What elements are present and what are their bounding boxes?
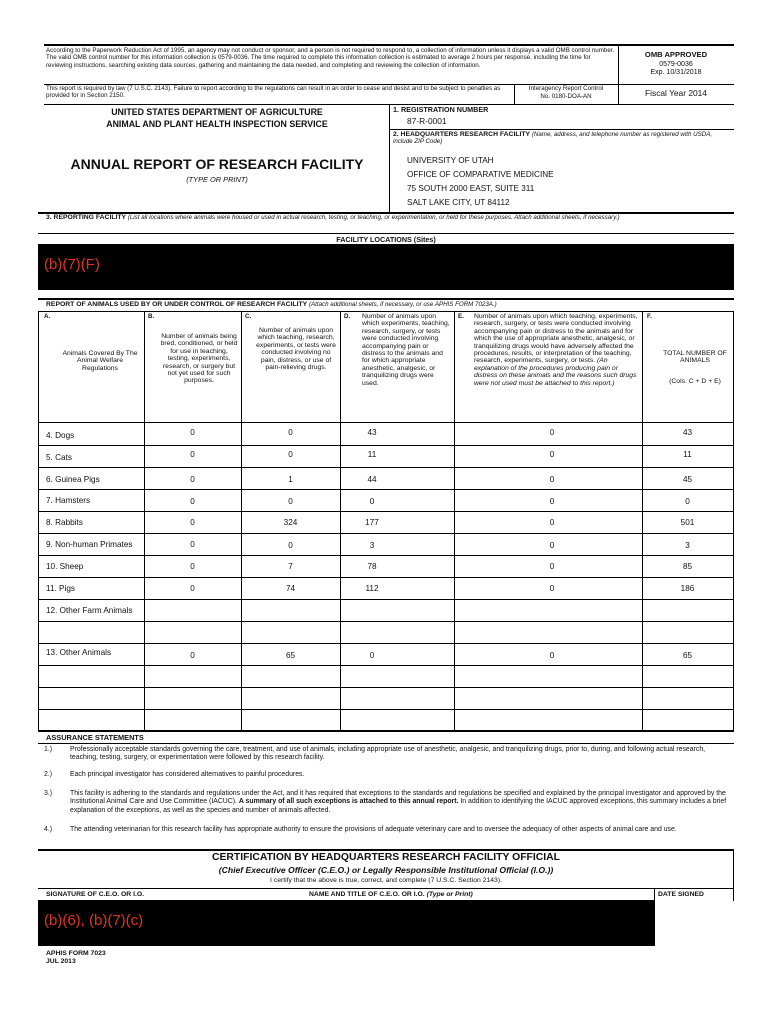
report-header-note: (Attach additional sheets, if necessary, or use APHIS FORM 7023A.) — [308, 301, 497, 308]
pigs-col-b: 0 — [190, 584, 195, 593]
report-header-text: REPORT OF ANIMALS USED BY OR UNDER CONTROL OF RESEARCH FACILITY — [46, 301, 308, 308]
cats-col-c: 0 — [288, 450, 293, 459]
name-title-label — [309, 891, 473, 898]
cats-col-f: 11 — [683, 450, 692, 459]
assurance-2-num: 2.) — [44, 771, 53, 778]
rabbits-col-d: 177 — [365, 518, 379, 527]
date-signed-label: DATE SIGNED — [658, 891, 704, 898]
assurance-3-text-b: In addition to identifying the IACUC approved exceptions, this summary includes a brief explanation of the exceptions, as well as the species and number of animals affected. — [70, 798, 727, 814]
guinea-pigs-col-e: 0 — [549, 475, 555, 484]
reporting-facility-label-text: 3. REPORTING FACILITY — [46, 214, 127, 221]
headquarters-label-note: (Name, address, and telephone number as registered with USDA, include ZIP Code) — [393, 131, 713, 146]
primates-col-c: 0 — [288, 541, 293, 550]
pigs-col-c: 74 — [285, 584, 296, 593]
headquarters-label-text: 2. HEADQUARTERS RESEARCH FACILITY — [393, 131, 531, 138]
dogs-col-e: 0 — [549, 428, 555, 437]
primates-col-d: 3 — [369, 541, 375, 550]
col-b-letter: B. — [148, 313, 155, 320]
assurance-1-text: Professionally acceptable standards governing the care, treatment, and use of animals, including appropriate use of anesthetic, analgesic, and tranquilizing drugs, prior to, during, and following actual research, teaching, testing, surgery, or experimentation were followed by this research facility. — [70, 746, 706, 762]
omb-expiration: Exp. 10/31/2018 — [650, 69, 702, 76]
dogs-col-c: 0 — [288, 428, 293, 437]
assurance-4-num: 4.) — [44, 826, 53, 833]
omb-approved: OMB APPROVED — [644, 50, 708, 59]
col-e-header-note: (An explanation of the procedures producing pain or distress on these animals and the reasons such drugs were not used must be attached to this report.) — [474, 357, 637, 387]
pigs-col-e: 0 — [549, 584, 555, 593]
assurance-4-text: The attending veterinarian for this research facility has appropriate authority to ensure the provisions of adequate veterinary care and to oversee the adequacy of other aspects of animal care and use. — [70, 826, 677, 833]
other-animals-col-d: 0 — [369, 651, 375, 660]
assurance-title: ASSURANCE STATEMENTS — [46, 733, 144, 742]
assurance-3-text-bold: A summary of all such exceptions is attached to this annual report. — [238, 798, 459, 806]
name-title-label-note: (Type or Print) — [426, 891, 473, 898]
col-c-header: Number of animals upon which teaching, research, experiments, or tests were conducted involving no pain, distress, or use of pain-relieving drugs. — [256, 327, 336, 372]
reporting-facility-note: (List all locations where animals were housed or used in actual research, testing, or teaching, or experimentation, or held for these purposes. Attach additional sheets, if necessary.) — [127, 214, 620, 221]
guinea-pigs-col-d: 44 — [367, 475, 377, 484]
col-a-letter: A. — [44, 313, 51, 320]
col-b-header: Number of animals being bred, conditioned, or held for use in teaching, testing, experiments, research, or surgery but not yet used for such purposes. — [160, 333, 238, 385]
sheep-col-c: 7 — [288, 562, 293, 571]
certification-title: CERTIFICATION BY HEADQUARTERS RESEARCH FACILITY OFFICIAL — [211, 852, 561, 863]
certification-subtitle: (Chief Executive Officer (C.E.O.) or Legally Responsible Institutional Official (I.O.)) — [218, 865, 554, 875]
primates-col-b: 0 — [190, 540, 195, 549]
row-label-cats: 5. Cats — [46, 453, 72, 462]
redaction-facility-locations — [38, 244, 734, 290]
interagency-label: Interagency Report Control — [528, 85, 604, 92]
footer-form-date: JUL 2013 — [46, 958, 76, 965]
primates-col-f: 3 — [685, 541, 690, 550]
assurance-3-num: 3.) — [44, 790, 53, 797]
footer-form-number: APHIS FORM 7023 — [46, 950, 106, 957]
other-animals-col-b: 0 — [190, 651, 195, 660]
col-d-header: Number of animals upon which experiments, teaching, research, surgery, or tests were conducted involving accompanying pain or distress to the animals and for which appropriate anesthetic, analgesic, or tranquilizing drugs were used. — [362, 313, 450, 387]
rabbits-col-f: 501 — [680, 518, 695, 527]
guinea-pigs-col-b: 0 — [190, 475, 195, 484]
guinea-pigs-col-f: 45 — [682, 475, 693, 484]
registration-number: 87-R-0001 — [407, 116, 447, 126]
certification-statement: I certify that the above is true, correct, and complete (7 U.S.C. Section 2143). — [270, 877, 502, 884]
dogs-col-f: 43 — [682, 428, 693, 437]
row-label-dogs: 4. Dogs — [46, 431, 75, 440]
other-animals-col-f: 65 — [682, 651, 693, 660]
pigs-col-d: 112 — [365, 584, 379, 593]
law-notice: This report is required by law (7 U.S.C. 2143). Failure to report according to the regulations can result in an order to cease and desist and to be subject to penalties as provided for in Section 2150. — [46, 85, 501, 100]
hq-line-1: UNIVERSITY OF UTAH — [407, 156, 494, 165]
redaction-code-facility: (b)(7)(F) — [44, 256, 100, 273]
hamsters-col-d: 0 — [369, 497, 375, 506]
report-header — [46, 301, 726, 308]
fiscal-year: Fiscal Year 2014 — [645, 88, 707, 98]
paperwork-notice: According to the Paperwork Reduction Act of 1995, an agency may not conduct or sponsor, and a person is not required to respond to, a collection of information unless it displays a valid OMB control number. The valid OMB control number for this information collection is 0579-0036. The time required to complete this information collection is estimated to average 2 hours per response, including the time for reviewing instructions, searching existing data sources, gathering and maintaining the data needed, and completing and reviewing the collection of information. — [46, 47, 615, 69]
hq-line-2: OFFICE OF COMPARATIVE MEDICINE — [407, 170, 554, 179]
omb-number: 0579-0036 — [659, 61, 693, 68]
assurance-2-text: Each principal investigator has considered alternatives to painful procedures. — [70, 771, 305, 778]
assurance-1-num: 1.) — [44, 746, 53, 753]
row-label-rabbits: 8. Rabbits — [46, 518, 83, 527]
form-subtitle: (TYPE OR PRINT) — [186, 175, 248, 184]
signature-label: SIGNATURE OF C.E.O. OR I.O. — [46, 891, 145, 898]
row-label-hamsters: 7. Hamsters — [46, 496, 91, 505]
col-d-letter: D. — [344, 313, 351, 320]
sheep-col-e: 0 — [549, 562, 555, 571]
headquarters-label — [393, 131, 729, 146]
form-title: ANNUAL REPORT OF RESEARCH FACILITY — [70, 156, 364, 172]
cats-col-b: 0 — [190, 450, 195, 459]
row-label-sheep: 10. Sheep — [46, 562, 84, 571]
agency-line-2: ANIMAL AND PLANT HEALTH INSPECTION SERVICE — [106, 119, 328, 129]
col-a-header: Animals Covered By The Animal Welfare Regulations — [62, 350, 138, 372]
dogs-col-b: 0 — [190, 428, 195, 437]
col-f-header-note: (Cols. C + D + E) — [669, 378, 721, 385]
reporting-facility-label — [46, 214, 726, 221]
interagency-number: No. 0180-DOA-AN — [540, 93, 592, 100]
redaction-signature — [38, 900, 654, 946]
row-label-non-human-primates: 9. Non-human Primates — [46, 540, 133, 549]
row-label-other-farm-animals: 12. Other Farm Animals — [46, 606, 133, 615]
agency-line-1: UNITED STATES DEPARTMENT OF AGRICULTURE — [111, 107, 323, 117]
row-label-guinea-pigs: 6. Guinea Pigs — [46, 475, 100, 484]
hamsters-col-f: 0 — [685, 497, 690, 506]
facility-locations-label: FACILITY LOCATIONS (Sites) — [336, 235, 436, 244]
hq-line-3: 75 SOUTH 2000 EAST, SUITE 311 — [407, 184, 535, 193]
rabbits-col-b: 0 — [190, 518, 195, 527]
guinea-pigs-col-c: 1 — [288, 475, 293, 484]
primates-col-e: 0 — [549, 541, 555, 550]
col-e-header-text: Number of animals upon which teaching, experiments, research, surgery, or tests were conducted involving accompanying pain or distress to the animals and for which the use of appropriate anesthetic, analgesic, or tranquilizing drugs would have adversely affected the procedures, results, or interpretation of the teaching, research, experiments, surgery, or tests. — [474, 313, 638, 365]
col-e-letter: E. — [458, 313, 464, 320]
redaction-code-signature: (b)(6), (b)(7)(c) — [44, 912, 144, 929]
hamsters-col-b: 0 — [190, 497, 195, 506]
hamsters-col-c: 0 — [288, 497, 293, 506]
rabbits-col-e: 0 — [549, 518, 555, 527]
col-c-letter: C. — [245, 313, 252, 320]
cats-col-d: 11 — [367, 450, 377, 459]
assurance-3-text-a: This facility is adhering to the standards and regulations under the Act, and it has required that exceptions to the standards and regulations be specified and explained by the principal investigator and approved by the Institutional Animal Care and Use Committee (IACUC). — [70, 790, 726, 806]
dogs-col-d: 43 — [367, 428, 377, 437]
registration-label: 1. REGISTRATION NUMBER — [393, 105, 489, 114]
sheep-col-f: 85 — [682, 562, 693, 571]
row-label-pigs: 11. Pigs — [46, 584, 75, 593]
other-animals-col-e: 0 — [549, 651, 555, 660]
col-f-header: TOTAL NUMBER OF ANIMALS — [663, 350, 727, 365]
cats-col-e: 0 — [549, 450, 555, 459]
rabbits-col-c: 324 — [283, 518, 298, 527]
hamsters-col-e: 0 — [549, 497, 555, 506]
assurance-3-text — [70, 790, 730, 815]
sheep-col-b: 0 — [190, 562, 195, 571]
row-label-other-animals: 13. Other Animals — [46, 648, 112, 657]
hq-line-4: SALT LAKE CITY, UT 84112 — [407, 198, 510, 207]
pigs-col-f: 186 — [680, 584, 695, 593]
col-f-letter: F. — [647, 313, 652, 320]
col-e-header — [474, 313, 640, 387]
name-title-label-text: NAME AND TITLE OF C.E.O. OR I.O. — [309, 891, 425, 898]
sheep-col-d: 78 — [367, 562, 377, 571]
other-animals-col-c: 65 — [285, 651, 296, 660]
